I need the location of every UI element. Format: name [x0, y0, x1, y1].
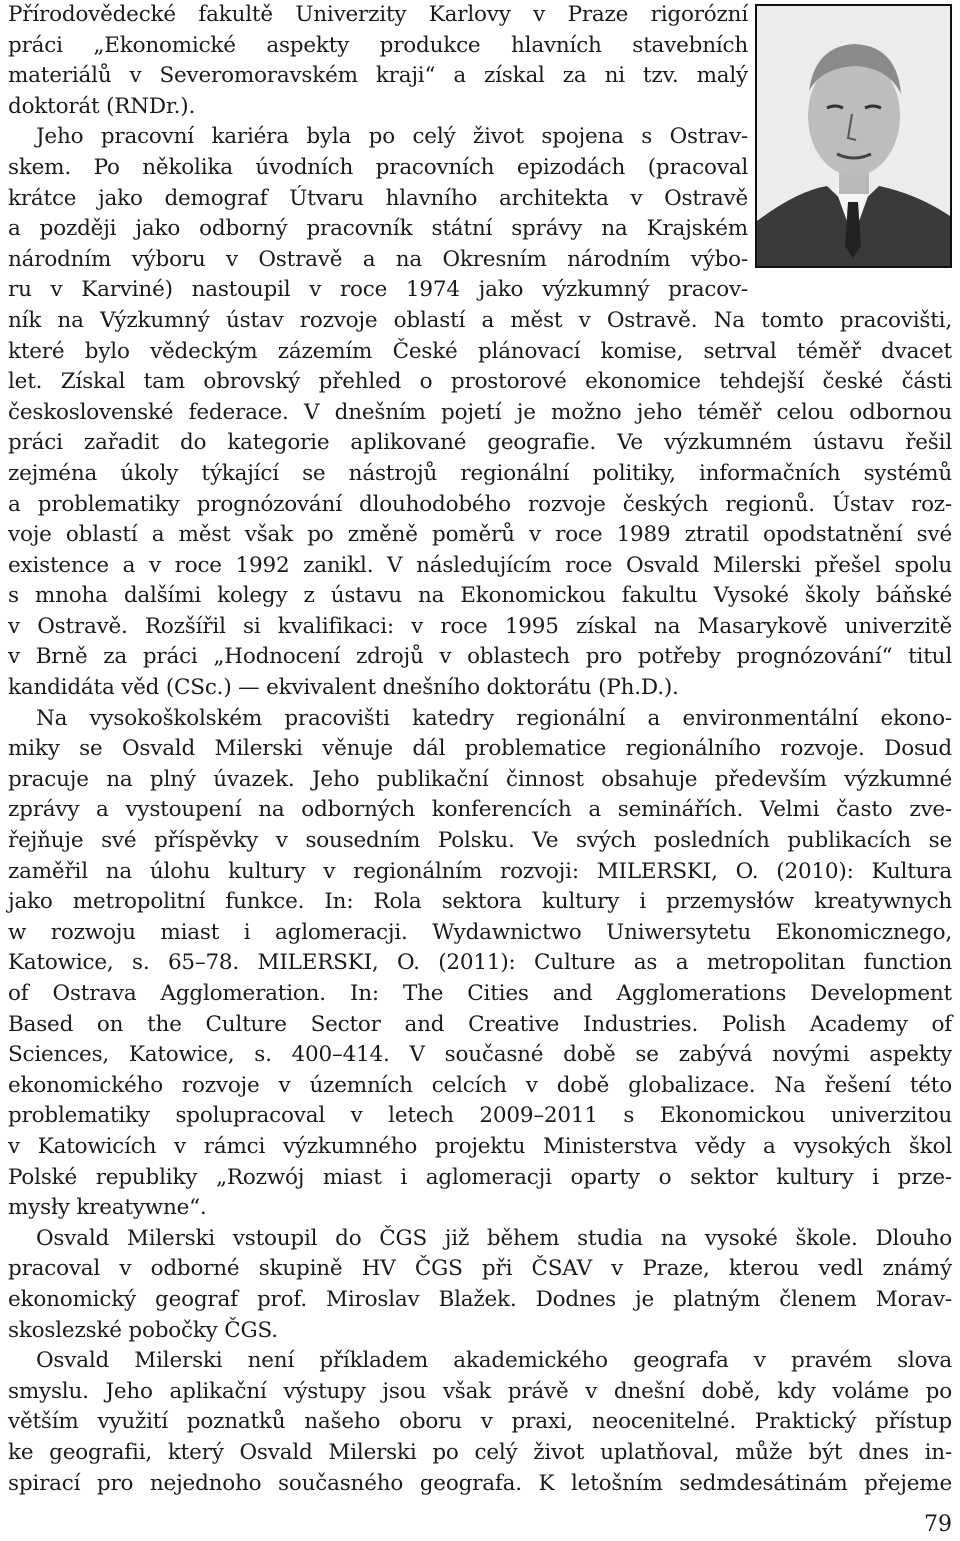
text-line: ke geografii, který Osvald Milerski po celý život uplatňoval, může být dnes in- — [8, 1439, 952, 1465]
text-line: skem. Po několika úvodních pracovních epizodách (pracoval — [8, 154, 748, 180]
text-line: zejména úkoly týkající se nástrojů regionální politiky, informačních systémů — [8, 460, 952, 486]
text-line: ekonomického rozvoje v územních celcích v době globalizace. Na řešení této — [8, 1072, 952, 1098]
text-line: větším využití poznatků našeho oboru v praxi, neocenitelné. Praktický přístup — [8, 1409, 952, 1435]
text-line: práci „Ekonomické aspekty produkce hlavních stavebních — [8, 32, 748, 58]
text-line: ekonomický geograf prof. Miroslav Blažek. Dodnes je platným členem Morav- — [8, 1286, 952, 1312]
text-line: zaměřil na úlohu kultury v regionálním rozvoji: MILERSKI, O. (2010): Kultura — [8, 858, 952, 884]
text-line: existence a v roce 1992 zanikl. V následujícím roce Osvald Milerski přešel spolu — [8, 552, 952, 578]
text-line: jako metropolitní funkce. In: Rola sektora kultury i przemysłów kreatywnych — [8, 889, 952, 915]
text-line: národním výboru v Ostravě a na Okresním národním výbo- — [8, 246, 748, 272]
text-line: mysły kreatywne“. — [8, 1195, 207, 1221]
text-line: voje oblastí a měst však po změně poměrů v roce 1989 ztratil opodstatnění své — [8, 522, 952, 548]
text-line: Přírodovědecké fakultě Univerzity Karlovy v Praze rigorózní — [8, 2, 748, 27]
text-line: zprávy a vystoupení na odborných konferencích a seminářích. Velmi často zve- — [8, 797, 952, 823]
text-line: krátce jako demograf Útvaru hlavního architekta v Ostravě — [8, 185, 748, 211]
page-number: 79 — [924, 1512, 952, 1537]
text-line: v Katowicích v rámci výzkumného projektu Ministerstva vědy a vysokých škol — [8, 1133, 952, 1159]
text-line: ník na Výzkumný ústav rozvoje oblastí a měst v Ostravě. Na tomto pracovišti, — [8, 307, 952, 333]
article-body — [8, 0, 952, 1499]
text-line: Osvald Milerski vstoupil do ČGS již během studia na vysoké škole. Dlouho — [36, 1225, 952, 1251]
text-line: smyslu. Jeho aplikační výstupy jsou však právě v dnešní době, kdy voláme po — [8, 1378, 952, 1404]
text-line: práci zařadit do kategorie aplikované geografie. Ve výzkumném ústavu řešil — [8, 430, 952, 456]
text-line: v Ostravě. Rozšířil si kvalifikaci: v roce 1995 získal na Masarykově univerzitě — [8, 613, 952, 639]
text-line: a problematiky prognózování dlouhodobého rozvoje českých regionů. Ústav roz- — [8, 491, 952, 517]
paragraph-5 — [8, 1346, 952, 1499]
text-line: doktorát (RNDr.). — [8, 93, 196, 119]
text-line: kandidáta věd (CSc.) — ekvivalent dnešního doktorátu (Ph.D.). — [8, 675, 679, 701]
text-line: skoslezské pobočky ČGS. — [8, 1317, 278, 1343]
text-line: Based on the Culture Sector and Creative Industries. Polish Academy of — [8, 1011, 952, 1037]
text-line: řejňuje své příspěvky v sousedním Polsku. Ve svých posledních publikacích se — [8, 828, 952, 854]
text-line: pracuje na plný úvazek. Jeho publikační činnost obsahuje především výzkumné — [8, 766, 952, 792]
text-line: of Ostrava Agglomeration. In: The Cities and Agglomerations Development — [8, 981, 952, 1006]
text-line: pracoval v odborné skupině HV ČGS při ČSAV v Praze, kterou vedl známý — [8, 1256, 952, 1282]
text-line: problematiky spolupracoval v letech 2009–2011 s Ekonomickou univerzitou — [8, 1103, 952, 1129]
text-line: spirací pro nejednoho současného geografa. K letošním sedmdesátinám přejeme — [8, 1470, 952, 1496]
text-line: s mnoha dalšími kolegy z ústavu na Ekonomickou fakultu Vysoké školy báňské — [8, 583, 952, 609]
text-line: Katowice, s. 65–78. MILERSKI, O. (2011): Culture as a metropolitan function — [8, 950, 952, 976]
text-line: materiálů v Severomoravském kraji“ a získal za ni tzv. malý — [8, 63, 748, 89]
paragraph-3 — [8, 704, 952, 1224]
text-line: Polské republiky „Rozwój miast i aglomeracji oparty o sektor kultury i prze- — [8, 1164, 952, 1190]
text-line: w rozwoju miast i aglomeracji. Wydawnictwo Uniwersytetu Ekonomicznego, — [8, 919, 952, 945]
text-line: Jeho pracovní kariéra byla po celý život spojena s Ostrav- — [36, 124, 748, 150]
text-line: miky se Osvald Milerski věnuje dál problematice regionálního rozvoje. Dosud — [8, 736, 952, 762]
text-line: Osvald Milerski není příkladem akademického geografa v pravém slova — [36, 1348, 952, 1374]
paragraph-2 — [8, 122, 952, 703]
paragraph-1 — [8, 0, 952, 122]
text-line: ru v Karviné) nastoupil v roce 1974 jako výzkumný pracov- — [8, 277, 748, 303]
text-line: v Brně za práci „Hodnocení zdrojů v oblastech pro potřeby prognózování“ titul — [8, 644, 952, 670]
text-line: československé federace. V dnešním pojetí je možno jeho téměř celou odbornou — [8, 399, 952, 425]
text-line: let. Získal tam obrovský přehled o prostorové ekonomice tehdejší české části — [8, 369, 952, 395]
text-line: které bylo vědeckým zázemím České plánovací komise, setrval téměř dvacet — [8, 338, 952, 364]
text-line: Sciences, Katowice, s. 400–414. V současné době se zabývá novými aspekty — [8, 1042, 952, 1068]
text-line: Na vysokoškolském pracovišti katedry regionální a environmentální ekono- — [36, 705, 952, 731]
text-line: a později jako odborný pracovník státní správy na Krajském — [8, 216, 748, 242]
paragraph-4 — [8, 1224, 952, 1346]
